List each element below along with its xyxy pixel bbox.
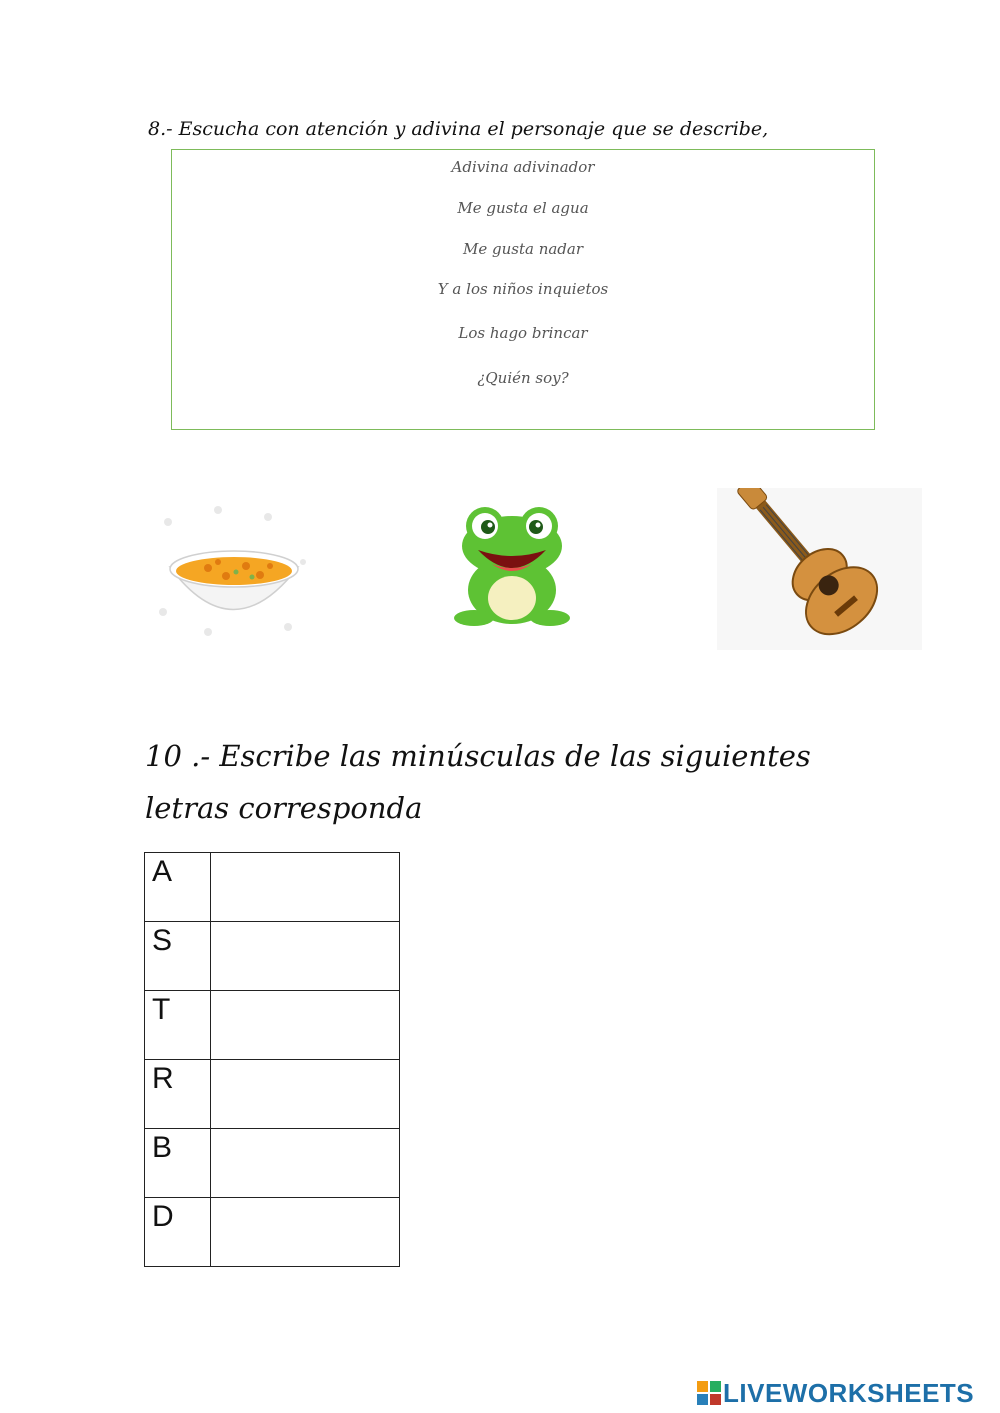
guitar-icon — [717, 488, 922, 650]
lowercase-answer-field[interactable] — [211, 1129, 400, 1198]
table-row — [145, 991, 400, 1060]
uppercase-letter: R — [145, 1060, 211, 1129]
question-10-title-line2: letras corresponda — [145, 791, 423, 825]
liveworksheets-logo-icon — [697, 1381, 721, 1405]
lowercase-answer-field[interactable] — [211, 1060, 400, 1129]
table-row — [145, 1060, 400, 1129]
guitar-option[interactable] — [717, 488, 922, 650]
riddle-line: Los hago brincar — [458, 324, 588, 342]
uppercase-letter: A — [145, 853, 211, 922]
question-8-title: 8.- Escucha con atención y adivina el personaje que se describe, — [148, 118, 769, 140]
riddle-line: Me gusta nadar — [462, 240, 584, 258]
uppercase-letter: S — [145, 922, 211, 991]
table-row — [145, 1129, 400, 1198]
table-row — [145, 1198, 400, 1267]
soup-bowl-option[interactable] — [148, 492, 318, 662]
brand-text: LIVEWORKSHEETS — [723, 1377, 975, 1408]
table-row — [145, 853, 400, 922]
lowercase-answer-field[interactable] — [211, 853, 400, 922]
riddle-line: Adivina adivinador — [451, 158, 595, 176]
soup-bowl-icon — [148, 492, 318, 662]
letter-table — [144, 852, 400, 1267]
question-10-title-line1: 10 .- Escribe las minúsculas de las siguientes — [145, 739, 811, 773]
uppercase-letter: B — [145, 1129, 211, 1198]
riddle-line: Y a los niños inquietos — [437, 280, 609, 298]
uppercase-letter: T — [145, 991, 211, 1060]
table-row — [145, 922, 400, 991]
uppercase-letter: D — [145, 1198, 211, 1267]
question-10-title — [145, 730, 845, 834]
frog-icon — [448, 498, 576, 633]
riddle-line: ¿Quién soy? — [477, 369, 569, 387]
lowercase-answer-field[interactable] — [211, 1198, 400, 1267]
lowercase-answer-field[interactable] — [211, 922, 400, 991]
riddle-line: Me gusta el agua — [457, 199, 589, 217]
riddle-box — [171, 149, 875, 430]
frog-option[interactable] — [448, 498, 576, 633]
liveworksheets-brand[interactable] — [697, 1376, 974, 1410]
lowercase-answer-field[interactable] — [211, 991, 400, 1060]
